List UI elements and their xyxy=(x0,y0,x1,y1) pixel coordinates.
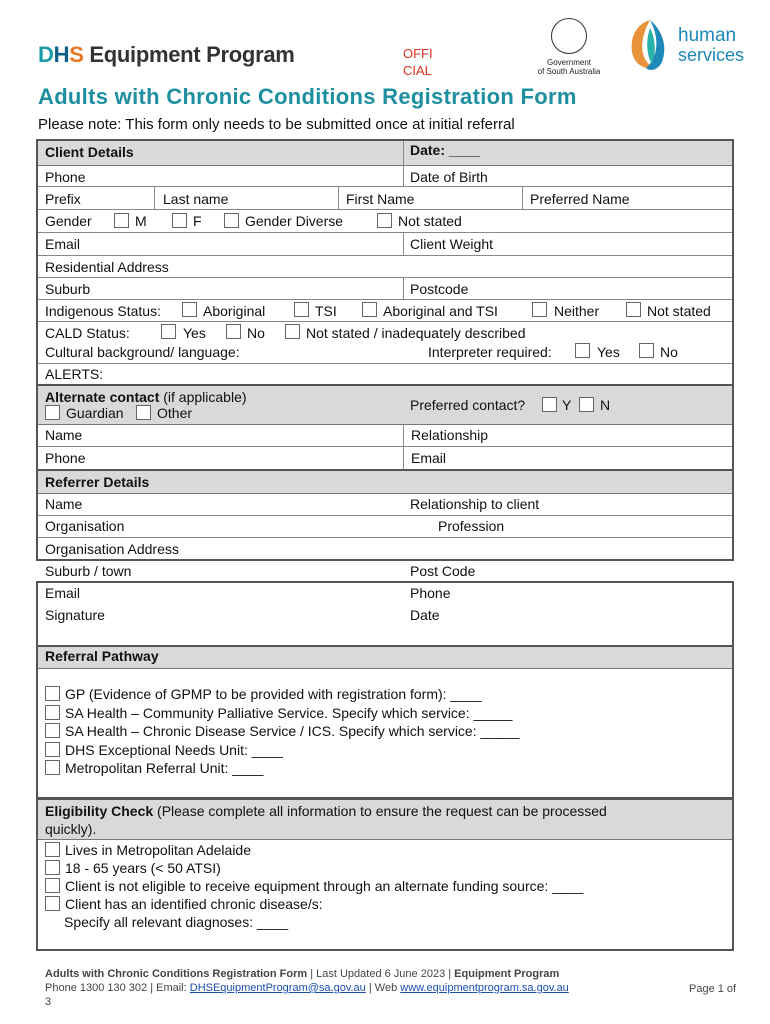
profession-field[interactable]: Profession xyxy=(438,518,505,534)
cald-no-checkbox[interactable] xyxy=(226,324,241,339)
postcode-field[interactable]: Postcode xyxy=(410,281,469,297)
guardian-checkbox[interactable] xyxy=(45,405,60,420)
dhs-logo: DHS Equipment Program xyxy=(38,42,295,67)
pathway-checkbox[interactable] xyxy=(45,686,60,701)
eligibility-item-label: Client is not eligible to receive equipment through an alternate funding source: ____ xyxy=(65,878,584,894)
preferred-contact-y-label: Y xyxy=(562,397,572,413)
eligibility-checkbox[interactable] xyxy=(45,896,60,911)
eligibility-heading: Eligibility Check (Please complete all information to ensure the request can be processed xyxy=(45,803,607,819)
referrer-name-field[interactable]: Name xyxy=(45,496,83,512)
interpreter-yes-checkbox[interactable] xyxy=(575,343,590,358)
cald-yes-checkbox[interactable] xyxy=(161,324,176,339)
gender-f-label: F xyxy=(193,213,202,229)
page-total: 3 xyxy=(45,996,52,1008)
pathway-item-label: SA Health – Community Palliative Service. Specify which service: _____ xyxy=(65,704,513,721)
referrer-relationship-field[interactable]: Relationship to client xyxy=(410,496,540,512)
eligibility-item-label: Client has an identified chronic disease/s: xyxy=(65,896,323,912)
gender-f-checkbox[interactable] xyxy=(172,213,187,228)
prefix-field[interactable]: Prefix xyxy=(45,191,81,207)
preferred-contact-label: Preferred contact? xyxy=(410,397,526,413)
referrer-phone-field[interactable]: Phone xyxy=(410,585,451,601)
interpreter-no-checkbox[interactable] xyxy=(639,343,654,358)
alternate-contact-heading: Alternate contact (if applicable) xyxy=(45,389,247,405)
indigenous-tsi-label: TSI xyxy=(315,303,337,319)
gov-sa-logo: Government of South Australia xyxy=(536,18,602,76)
preferred-contact-y-checkbox[interactable] xyxy=(542,397,557,412)
indigenous-both-label: Aboriginal and TSI xyxy=(383,303,498,319)
alternate-phone-field[interactable]: Phone xyxy=(45,450,86,466)
organisation-address-field[interactable]: Organisation Address xyxy=(45,541,179,557)
eligibility-checkbox[interactable] xyxy=(45,860,60,875)
cald-not-stated-checkbox[interactable] xyxy=(285,324,300,339)
preferred-contact-n-label: N xyxy=(600,397,611,413)
signature-field[interactable]: Signature xyxy=(45,607,105,623)
client-details-header xyxy=(38,141,732,166)
diagnoses-field[interactable]: Specify all relevant diagnoses: ____ xyxy=(64,914,289,930)
other-label: Other xyxy=(157,405,193,421)
cultural-background-field[interactable]: Cultural background/ language: xyxy=(45,344,240,360)
gender-diverse-label: Gender Diverse xyxy=(245,213,344,229)
indigenous-tsi-checkbox[interactable] xyxy=(294,302,309,317)
indigenous-neither-checkbox[interactable] xyxy=(532,302,547,317)
human-services-mark-icon xyxy=(628,18,672,72)
client-details-heading: Client Details xyxy=(45,144,134,160)
alerts-field[interactable]: ALERTS: xyxy=(45,366,104,382)
pathway-checkbox[interactable] xyxy=(45,742,60,757)
eligibility-checkbox[interactable] xyxy=(45,842,60,857)
client-weight-field[interactable]: Client Weight xyxy=(410,236,494,252)
client-phone-field[interactable]: Phone xyxy=(45,169,86,185)
alternate-email-field[interactable]: Email xyxy=(411,450,447,466)
submission-note: Please note: This form only needs to be submitted once at initial referral xyxy=(38,116,515,133)
cald-status-label: CALD Status: xyxy=(45,325,130,341)
eligibility-item-label: 18 - 65 years (< 50 ATSI) xyxy=(65,860,221,876)
indigenous-status-label: Indigenous Status: xyxy=(45,303,161,319)
gender-m-label: M xyxy=(135,213,147,229)
footer-email-link[interactable]: DHSEquipmentProgram@sa.gov.au xyxy=(189,982,366,994)
alternate-name-field[interactable]: Name xyxy=(45,427,83,443)
pathway-item-label: Metropolitan Referral Unit: ____ xyxy=(65,760,264,776)
gender-not-stated-checkbox[interactable] xyxy=(377,213,392,228)
residential-address-field[interactable]: Residential Address xyxy=(45,259,169,275)
referral-pathway-heading: Referral Pathway xyxy=(45,648,159,664)
suburb-field[interactable]: Suburb xyxy=(45,281,91,297)
other-checkbox[interactable] xyxy=(136,405,151,420)
alternate-relationship-field[interactable]: Relationship xyxy=(411,427,489,443)
cald-no-label: No xyxy=(247,325,265,341)
referrer-email-field[interactable]: Email xyxy=(45,585,81,601)
interpreter-no-label: No xyxy=(660,344,678,360)
footer: Adults with Chronic Conditions Registration Form | Last Updated 6 June 2023 | Equipment Program Phone 1300 130 302 | Email: DHSEquipmentProgram@sa.gov.au | Web www.equipmentprogram.sa.gov.au 3 xyxy=(45,968,735,1008)
indigenous-aboriginal-label: Aboriginal xyxy=(203,303,266,319)
eligibility-heading-cont: quickly). xyxy=(45,821,97,837)
gender-diverse-checkbox[interactable] xyxy=(224,213,239,228)
preferred-contact-n-checkbox[interactable] xyxy=(579,397,594,412)
gender-label: Gender xyxy=(45,213,92,229)
referrer-details-heading: Referrer Details xyxy=(45,474,150,490)
last-name-field[interactable]: Last name xyxy=(163,191,229,207)
client-email-field[interactable]: Email xyxy=(45,236,81,252)
pathway-item-label: GP (Evidence of GPMP to be provided with registration form): ____ xyxy=(65,686,482,702)
guardian-label: Guardian xyxy=(66,405,124,421)
footer-web-link[interactable]: www.equipmentprogram.sa.gov.au xyxy=(400,982,569,994)
referrer-date-field[interactable]: Date xyxy=(410,607,440,623)
indigenous-aboriginal-checkbox[interactable] xyxy=(182,302,197,317)
organisation-field[interactable]: Organisation xyxy=(45,518,125,534)
page-number: Page 1 of xyxy=(689,983,737,995)
first-name-field[interactable]: First Name xyxy=(346,191,415,207)
page-title: Adults with Chronic Conditions Registration Form xyxy=(38,84,577,109)
preferred-name-field[interactable]: Preferred Name xyxy=(530,191,630,207)
referrer-postcode-field[interactable]: Post Code xyxy=(410,563,476,579)
interpreter-label: Interpreter required: xyxy=(428,344,552,360)
client-dob-field[interactable]: Date of Birth xyxy=(410,169,488,185)
indigenous-neither-label: Neither xyxy=(554,303,600,319)
gender-m-checkbox[interactable] xyxy=(114,213,129,228)
gender-not-stated-label: Not stated xyxy=(398,213,462,229)
indigenous-both-checkbox[interactable] xyxy=(362,302,377,317)
eligibility-item-label: Lives in Metropolitan Adelaide xyxy=(65,842,252,858)
pathway-checkbox[interactable] xyxy=(45,705,60,720)
pathway-item-label: DHS Exceptional Needs Unit: ____ xyxy=(65,741,283,758)
referrer-contact-box xyxy=(36,581,734,646)
crest-icon xyxy=(551,18,587,54)
interpreter-yes-label: Yes xyxy=(597,344,620,360)
cald-not-stated-label: Not stated / inadequately described xyxy=(306,325,526,341)
pathway-checkbox[interactable] xyxy=(45,760,60,775)
eligibility-checkbox[interactable] xyxy=(45,878,60,893)
official-marking: OFFI CIAL xyxy=(403,46,433,78)
indigenous-not-stated-checkbox[interactable] xyxy=(626,302,641,317)
pathway-checkbox[interactable] xyxy=(45,723,60,738)
referrer-suburb-field[interactable]: Suburb / town xyxy=(45,563,132,579)
pathway-item-label: SA Health – Chronic Disease Service / ICS. Specify which service: _____ xyxy=(65,723,520,739)
date-field[interactable]: Date: ____ xyxy=(410,142,481,158)
indigenous-not-stated-label: Not stated xyxy=(647,303,711,319)
cald-yes-label: Yes xyxy=(183,325,206,341)
